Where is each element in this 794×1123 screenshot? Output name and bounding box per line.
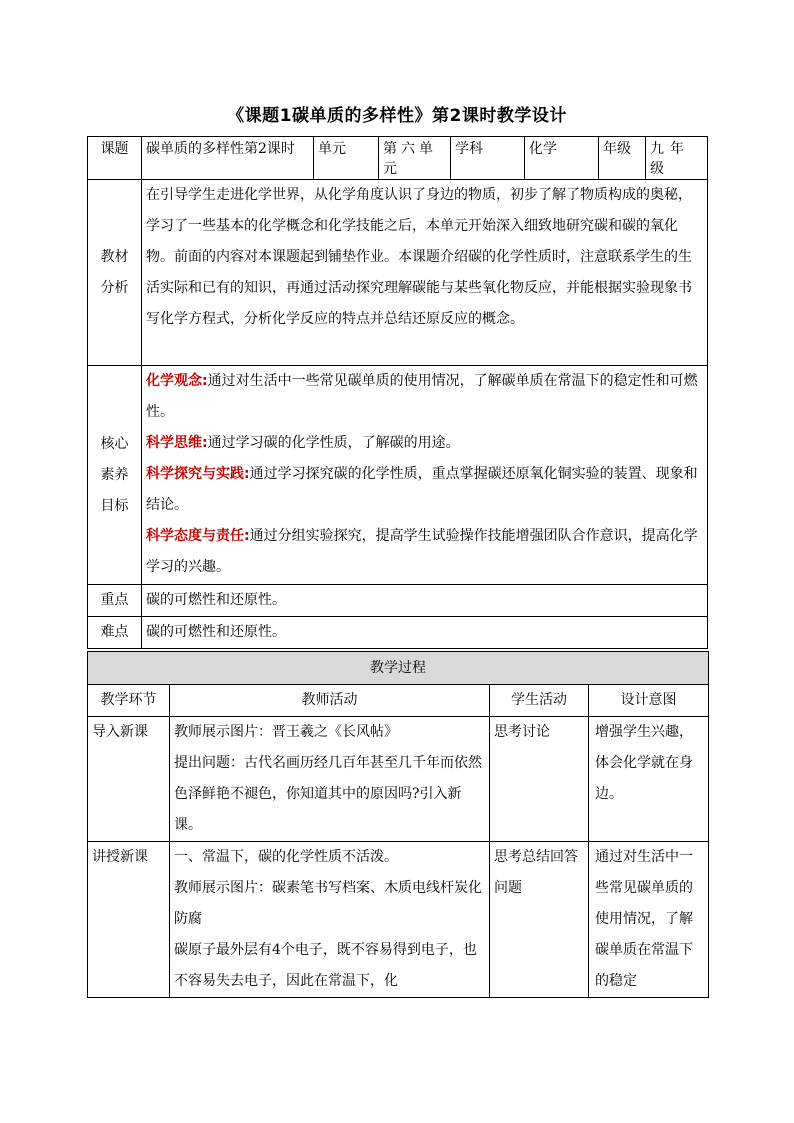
student-activity-cell: 思考讨论 — [490, 717, 589, 842]
info-row-goals — [88, 366, 708, 585]
design-intent-cell: 通过对生活中一些常见碳单质的使用情况，了解碳单质在常温下的稳定 — [589, 842, 709, 998]
subject-value: 化学 — [525, 137, 599, 180]
info-row-analysis — [88, 180, 708, 366]
info-table — [87, 136, 708, 649]
goal-item — [146, 366, 703, 428]
teacher-activity-line: 一、常温下，碳的化学性质不活泼。 — [174, 849, 398, 865]
page-title: 《课题1碳单质的多样性》第2课时教学设计 — [227, 106, 567, 126]
goal-item — [146, 428, 703, 459]
goals-list — [142, 366, 708, 585]
subject-label: 学科 — [451, 137, 525, 180]
teacher-activity-cell — [170, 717, 490, 842]
process-header: 教学过程 — [88, 652, 709, 685]
table-row — [88, 842, 709, 998]
goal-item — [146, 459, 703, 521]
goal-key: 科学态度与责任: — [146, 528, 250, 544]
goal-key: 科学探究与实践: — [146, 466, 250, 482]
process-table — [87, 651, 709, 998]
goal-text: 通过学习碳的化学性质，了解碳的用途。 — [207, 435, 460, 451]
column-header: 设计意图 — [589, 685, 709, 717]
analysis-text: 在引导学生走进化学世界，从化学角度认识了身边的物质，初步了解了物质构成的奥秘，学习了一些基本的化学概念和化学技能之后，本单元开始深入细致地研究碳和碳的氧化物。前面的内容对本课题起到铺垫作业。本课题介绍碳的化学性质时，注意联系学生的生活实际和已有的知识，再通过活动探究理解碳能与某些氧化物反应，并能根据实验现象书写化学方程式，分析化学反应的特点并总结还原反应的概念。 — [142, 180, 708, 366]
goal-key: 科学思维: — [146, 435, 208, 451]
info-row-basic — [88, 137, 708, 180]
teacher-activity-line: 提出问题：古代名画历经几百年甚至几千年而依然色泽鲜艳不褪色，你知道其中的原因吗?引入新课。 — [174, 755, 482, 833]
lesson-value: 碳单质的多样性第2课时 — [142, 137, 314, 180]
goal-item — [146, 521, 703, 583]
key-point-text: 碳的可燃性和还原性。 — [142, 585, 708, 617]
key-point-label: 重点 — [88, 585, 142, 617]
teacher-activity-line: 教师展示图片：晋王羲之《长风帖》 — [174, 724, 398, 740]
stage-cell: 导入新课 — [88, 717, 170, 842]
goal-text: 通过分组实验探究，提高学生试验操作技能增强团队合作意识，提高化学学习的兴趣。 — [146, 528, 698, 575]
goals-label: 核心素养目标 — [88, 366, 142, 585]
difficulty-text: 碳的可燃性和还原性。 — [142, 617, 708, 649]
teacher-activity-line: 碳原子最外层有4个电子，既不容易得到电子，也不容易失去电子，因此在常温下，化 — [174, 942, 477, 989]
grade-value: 九年级 — [646, 137, 708, 180]
teacher-activity-cell — [170, 842, 490, 998]
info-row-key-point — [88, 585, 708, 617]
analysis-label: 教材分析 — [88, 180, 142, 366]
process-header-row — [88, 652, 709, 685]
difficulty-label: 难点 — [88, 617, 142, 649]
unit-label: 单元 — [314, 137, 379, 180]
goal-text: 通过学习探究碳的化学性质，重点掌握碳还原氧化铜实验的装置、现象和结论。 — [146, 466, 698, 513]
table-row — [88, 717, 709, 842]
grade-label: 年级 — [599, 137, 646, 180]
goal-text: 通过对生活中一些常见碳单质的使用情况，了解碳单质在常温下的稳定性和可燃性。 — [146, 373, 698, 420]
process-column-headers — [88, 685, 709, 717]
unit-value: 第六单元 — [379, 137, 451, 180]
column-header: 教学环节 — [88, 685, 170, 717]
info-row-difficulty — [88, 617, 708, 649]
column-header: 教师活动 — [170, 685, 490, 717]
column-header: 学生活动 — [490, 685, 589, 717]
goal-key: 化学观念: — [146, 373, 208, 389]
teacher-activity-line: 教师展示图片：碳素笔书写档案、木质电线杆炭化防腐 — [174, 880, 482, 927]
design-intent-cell: 增强学生兴趣，体会化学就在身边。 — [589, 717, 709, 842]
stage-cell: 讲授新课 — [88, 842, 170, 998]
student-activity-cell: 思考总结回答问题 — [490, 842, 589, 998]
lesson-label: 课题 — [88, 137, 142, 180]
